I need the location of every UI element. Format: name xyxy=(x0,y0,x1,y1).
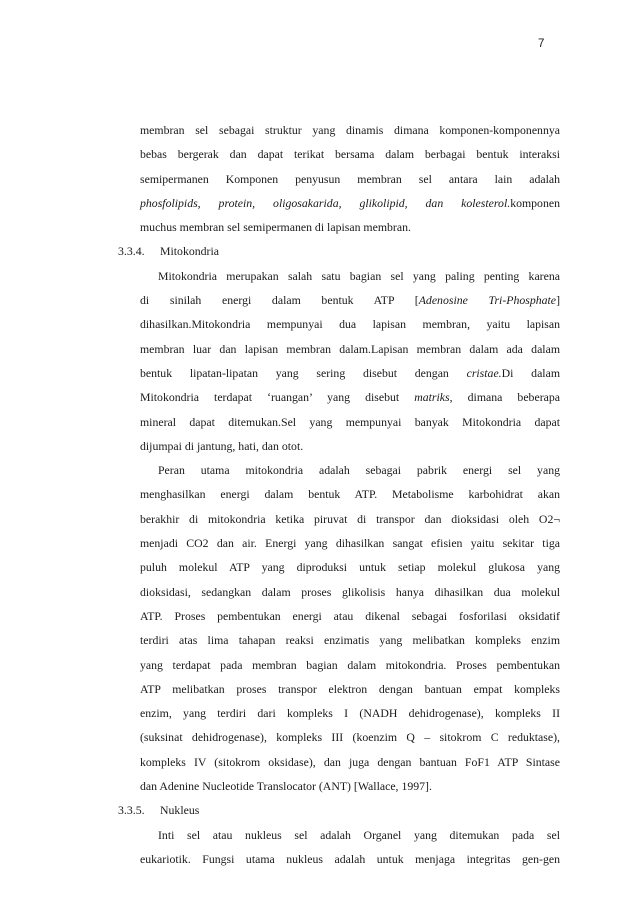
text-fragment: komponen xyxy=(510,195,560,210)
text-line: bebas bergerak dan dapat terikat bersama dalam berbagai bentuk interaksi xyxy=(140,147,560,162)
text-line: puluh molekul ATP yang diproduksi untuk setiap molekul glukosa yang xyxy=(140,560,560,575)
text-line: ATP. Proses pembentukan energi atau dikenal sebagai fosforilasi oksidatif xyxy=(140,608,560,623)
document-body xyxy=(118,118,560,871)
text-fragment: ] xyxy=(556,293,560,308)
section-heading-nukleus xyxy=(118,798,560,822)
text-line: (suksinat dehidrogenase), kompleks III (koenzim Q – sitokrom C reduktase), xyxy=(140,730,560,745)
text-line xyxy=(118,385,560,409)
text-line: ATP melibatkan proses transpor elektron dengan bantuan empat kompleks xyxy=(140,681,560,696)
text-line: terdiri atas lima tahapan reaksi enzimatis yang melibatkan kompleks enzim xyxy=(140,633,560,648)
text-fragment: di sinilah energi dalam bentuk ATP [ xyxy=(140,293,419,308)
text-line: enzim, yang terdiri dari kompleks I (NADH dehidrogenase), kompleks II xyxy=(140,706,560,721)
text-line: mineral dapat ditemukan.Sel yang mempunyai banyak Mitokondria dapat xyxy=(140,414,560,429)
text-fragment: Mitokondria terdapat ‘ruangan’ yang disebut xyxy=(140,390,415,405)
text-line: membran sel sebagai struktur yang dinamis dimana komponen-komponennya xyxy=(140,123,560,137)
lipid-list-italic: phosfolipids, protein, oligosakarida, glikolipid, dan kolesterol. xyxy=(140,195,511,210)
section-number: 3.3.4. xyxy=(118,244,145,259)
text-line: dioksidasi, sedangkan dalam proses glikolisis hanya dihasilkan dua molekul xyxy=(140,584,560,599)
text-fragment: , dimana beberapa xyxy=(449,390,560,405)
text-line: yang terdapat pada membran bagian dalam mitokondria. Proses pembentukan xyxy=(140,657,560,672)
text-line: menghasilkan energi dalam bentuk ATP. Metabolisme karbohidrat akan xyxy=(140,487,560,502)
section-title: Mitokondria xyxy=(160,244,219,259)
text-fragment: Di dalam xyxy=(501,365,560,380)
text-line: Peran utama mitokondria adalah sebagai pabrik energi sel yang xyxy=(158,463,560,478)
text-line xyxy=(118,288,560,312)
text-line: Mitokondria merupakan salah satu bagian sel yang paling penting karena xyxy=(158,268,560,283)
text-line: berakhir di mitokondria ketika piruvat di transpor dan dioksidasi oleh O2¬ xyxy=(140,511,560,526)
text-line: dan Adenine Nucleotide Translocator (ANT) [Wallace, 1997]. xyxy=(140,779,432,794)
section-title: Nukleus xyxy=(160,803,200,818)
italic-term: Adenosine Tri-Phosphate xyxy=(418,293,557,308)
text-line: eukariotik. Fungsi utama nukleus adalah untuk menjaga integritas gen-gen xyxy=(140,851,560,866)
text-line: Inti sel atau nukleus sel adalah Organel yang ditemukan pada sel xyxy=(158,827,560,842)
text-line: dihasilkan.Mitokondria mempunyai dua lapisan membran, yaitu lapisan xyxy=(140,317,560,332)
text-line xyxy=(118,191,560,215)
text-line: membran luar dan lapisan membran dalam.Lapisan membran dalam ada dalam xyxy=(140,341,560,356)
italic-term: cristae. xyxy=(466,365,502,380)
italic-term: matriks xyxy=(414,390,450,405)
page-number: 7 xyxy=(538,38,545,50)
text-line: dijumpai di jantung, hati, dan otot. xyxy=(140,438,304,453)
text-line: menjadi CO2 dan air. Energi yang dihasilkan sangat efisien yaitu sekitar tiga xyxy=(140,536,560,551)
text-line: semipermanen Komponen penyusun membran sel antara lain adalah xyxy=(140,171,560,186)
text-line: muchus membran sel semipermanen di lapisan membran. xyxy=(140,220,411,235)
section-number: 3.3.5. xyxy=(118,803,145,818)
section-heading-mitokondria xyxy=(118,239,560,263)
text-line: kompleks IV (sitokrom oksidase), dan juga dengan bantuan FoF1 ATP Sintase xyxy=(140,754,560,769)
text-fragment: bentuk lipatan-lipatan yang sering disebut dengan xyxy=(140,365,467,380)
text-line xyxy=(118,361,560,385)
